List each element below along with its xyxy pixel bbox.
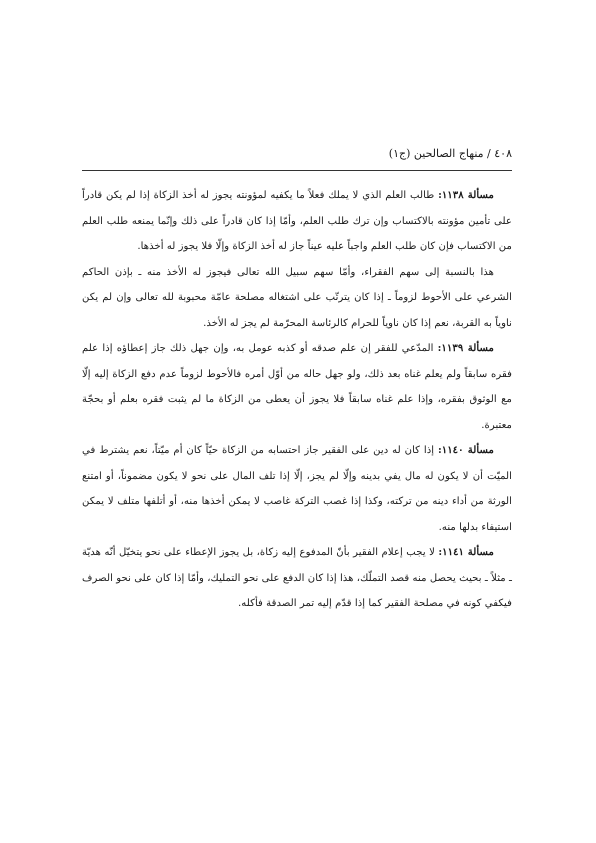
issue-text: إذا كان له دين على الفقير جاز احتسابه من الزكاة حيّاً كان أم ميّتاً، نعم يشترط في الميّت أن لا يكون له مال يفي بدينه وإلّا لم يجز، إلّا إذا تلف المال على نحو لا يكون مضموناً، أو امتنع الورثة من أداء دينه من تركته، وكذا إذا غصب التركة غاصب لا يمكن أخذها منه، أو أتلفها متلف لا يمكن استيفاء بدلها منه. xyxy=(82,445,512,533)
issue-paragraph xyxy=(82,438,512,540)
issue-text: لا يجب إعلام الفقير بأنّ المدفوع إليه زكاة، بل يجوز الإعطاء على نحو يتخيّل أنّه هديّة ـ مثلاً ـ بحيث يحصل منه قصد التملّك، هذا إذا كان الدفع على نحو التمليك، وأمّا إذا كان على نحو الصرف فيكفي كونه في مصلحة الفقير كما إذا قدّم إليه تمر الصدقة فأكله. xyxy=(82,547,512,609)
running-header xyxy=(82,146,512,162)
issue-text: المدّعي للفقر إن علم صدقه أو كذبه عومل به، وإن جهل ذلك جاز إعطاؤه إذا علم فقره سابقاً ولم يعلم غناه بعد ذلك، ولو جهل حاله من أوّل أمره فالأحوط لزوماً عدم دفع الزكاة إليه إلّا مع الوثوق بفقره، وإذا علم غناه سابقاً فلا يجوز أن يعطى من الزكاة ما لم يثبت فقره بعلم أو بحجّة معتبرة. xyxy=(82,343,512,431)
issue-paragraph xyxy=(82,336,512,438)
issue-label: مسألة ١١٤١: xyxy=(438,546,494,558)
issue-text: طالب العلم الذي لا يملك فعلاً ما يكفيه لمؤونته يجوز له أخذ الزكاة إذا لم يكن قادراً على تأمين مؤونته بالاكتساب وإن ترك طلب العلم، وأمّا إذا كان قادراً على ذلك وإنّما يمنعه طلب العلم من الاكتساب فإن كان طلب العلم واجباً عليه عيناً جاز له أخذ الزكاة وإلّا فلا يجوز له أخذها. xyxy=(82,190,512,252)
page-body xyxy=(82,183,512,617)
issue-label: مسألة ١١٣٨: xyxy=(438,189,494,201)
running-head-text: ٤٠٨ / منهاج الصالحين (ج١) xyxy=(388,147,512,160)
issue-paragraph xyxy=(82,540,512,617)
paragraph-text: هذا بالنسبة إلى سهم الفقراء، وأمّا سهم سبيل الله تعالى فيجوز له الأخذ منه ـ بإذن الحاكم الشرعي على الأحوط لزوماً ـ إذا كان يترتّب على اشتغاله مصلحة عامّة محبوبة لله تعالى وإن لم يكن ناوياً به القربة، نعم إذا كان ناوياً للحرام كالرئاسة المحرّمة لم يجز له الأخذ. xyxy=(82,266,512,329)
continuation-paragraph xyxy=(82,260,512,337)
header-rule xyxy=(82,170,512,171)
issue-label: مسألة ١١٣٩: xyxy=(437,342,494,354)
issue-paragraph xyxy=(82,183,512,260)
issue-label: مسألة ١١٤٠: xyxy=(437,444,494,456)
